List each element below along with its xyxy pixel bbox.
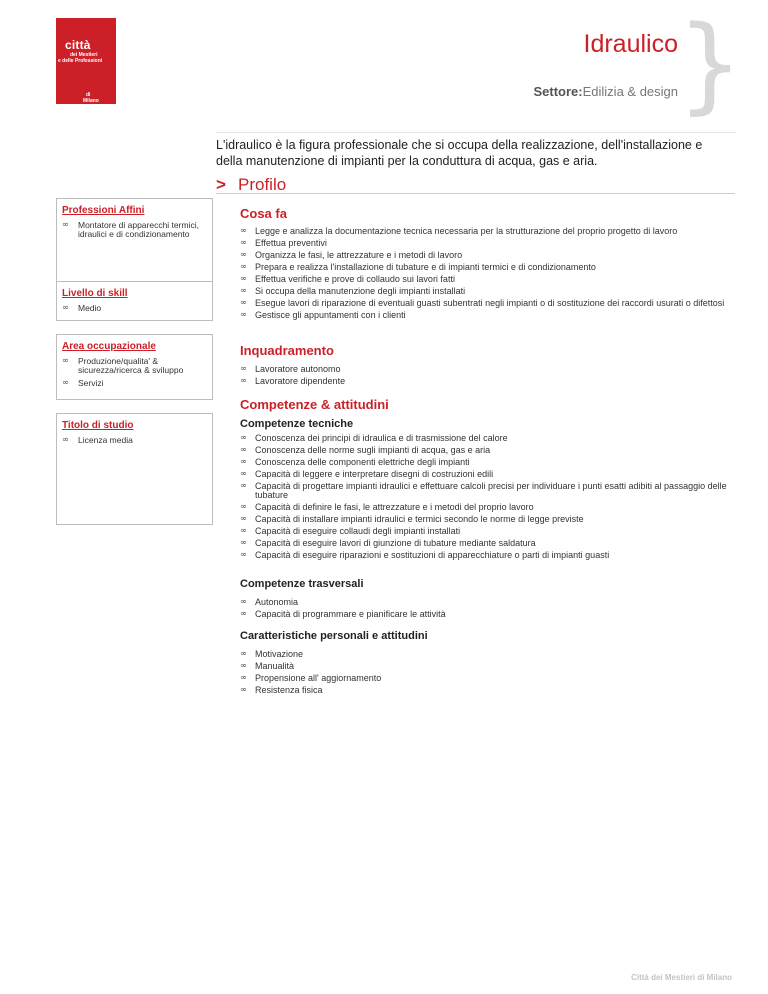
list-item: ∞ Organizza le fasi, le attrezzature e i metodi di lavoro [240,251,730,260]
list-item: ∞ Conoscenza dei principi di idraulica e di trasmissione del calore [240,434,730,443]
list-item: ∞ Resistenza fisica [240,686,730,695]
decorative-brace: } [677,3,744,125]
sector-label: Settore: [533,84,583,99]
logo-line-di: di [86,92,91,98]
list-item: ∞ Esegue lavori di riparazione di eventuali guasti subentrati negli impianti o di sostituzione dei raccordi usurati o difettosi [240,299,730,308]
box-title: Area occupazionale [62,341,156,352]
profilo-title: Profilo [238,175,287,194]
list-item: ∞ Produzione/qualita' & sicurezza/ricerca & sviluppo [57,357,212,375]
list-item: ∞ Capacità di progettare impianti idraulici e effettuare calcoli precisi per individuare i punti esatti adibiti al passaggio delle tubature [240,482,730,500]
section-title: Competenze & attitudini [240,397,389,412]
logo-line-mestieri: dei Mestieri [70,52,98,58]
intro-text: L'idraulico è la figura professionale che si occupa della realizzazione, dell'installazione e della manutenzione di impianti per la conduttura di acqua, gas e aria. [216,138,703,168]
list-item: ∞ Lavoratore dipendente [240,377,730,386]
subsection-competenze-tecniche [240,418,730,563]
list-item: ∞ Autonomia [240,598,730,607]
list-item: ∞ Licenza media [57,436,212,445]
page-title: Idraulico [583,30,678,58]
logo-line-professioni: e delle Professioni [58,58,103,64]
list-item: ∞ Capacità di eseguire lavori di giunzione di tubature mediante saldatura [240,539,730,548]
list-item: ∞ Effettua verifiche e prove di collaudo sui lavori fatti [240,275,730,284]
section-inquadramento [240,343,730,389]
list-item: ∞ Capacità di programmare e pianificare le attività [240,610,730,619]
list-item: ∞ Si occupa della manutenzione degli impianti installati [240,287,730,296]
list-item: ∞ Conoscenza delle norme sugli impianti di acqua, gas e aria [240,446,730,455]
list-item: ∞ Montatore di apparecchi termici, idraulici e di condizionamento [57,221,212,239]
section-competenze [240,397,730,412]
box-title: Professioni Affini [62,205,145,216]
section-header-profilo [216,175,735,194]
sector-value: Edilizia & design [582,84,678,99]
header-divider [216,132,736,133]
list-item: ∞ Capacità di eseguire collaudi degli impianti installati [240,527,730,536]
profilo-marker: > [216,175,226,194]
box-area-occupazionale [56,334,213,400]
box-titolo-studio [56,413,213,525]
list-item: ∞ Capacità di leggere e interpretare disegni di costruzioni edili [240,470,730,479]
list-item: ∞ Lavoratore autonomo [240,365,730,374]
section-cosa-fa [240,206,730,323]
subsection-title: Caratteristiche personali e attitudini [240,630,428,642]
subsection-title: Competenze tecniche [240,418,354,430]
list-item: ∞ Servizi [57,379,212,388]
box-professioni-affini [56,198,213,282]
list-item: ∞ Manualità [240,662,730,671]
sector-line [533,84,678,99]
list-item: ∞ Propensione all' aggiornamento [240,674,730,683]
subsection-caratteristiche-personali [240,630,730,698]
logo [56,18,116,104]
box-livello-skill [56,281,213,321]
list-item: ∞ Capacità di definire le fasi, le attrezzature e i metodi del proprio lavoro [240,503,730,512]
list-item: ∞ Gestisce gli appuntamenti con i clienti [240,311,730,320]
logo-line-citta: città [65,38,91,52]
logo-line-milano: Milano [83,98,99,104]
list-item: ∞ Medio [57,304,212,313]
footer-text: Città dei Mestieri di Milano [631,973,732,982]
list-item: ∞ Motivazione [240,650,730,659]
list-item: ∞ Prepara e realizza l'installazione di tubature e di impianti termici e di condizionamento [240,263,730,272]
list-item: ∞ Capacità di installare impianti idraulici e termici secondo le norme di legge previste [240,515,730,524]
list-item: ∞ Conoscenza delle componenti elettriche degli impianti [240,458,730,467]
box-title: Livello di skill [62,288,128,299]
list-item: ∞ Effettua preventivi [240,239,730,248]
box-title: Titolo di studio [62,420,134,431]
subsection-title: Competenze trasversali [240,578,364,590]
list-item: ∞ Legge e analizza la documentazione tecnica necessaria per la strutturazione del proprio progetto di lavoro [240,227,730,236]
subsection-competenze-trasversali [240,578,730,622]
section-title: Cosa fa [240,206,287,221]
list-item: ∞ Capacità di eseguire riparazioni e sostituzioni di apparecchiature o parti di impianti guasti [240,551,730,560]
section-title: Inquadramento [240,343,334,358]
